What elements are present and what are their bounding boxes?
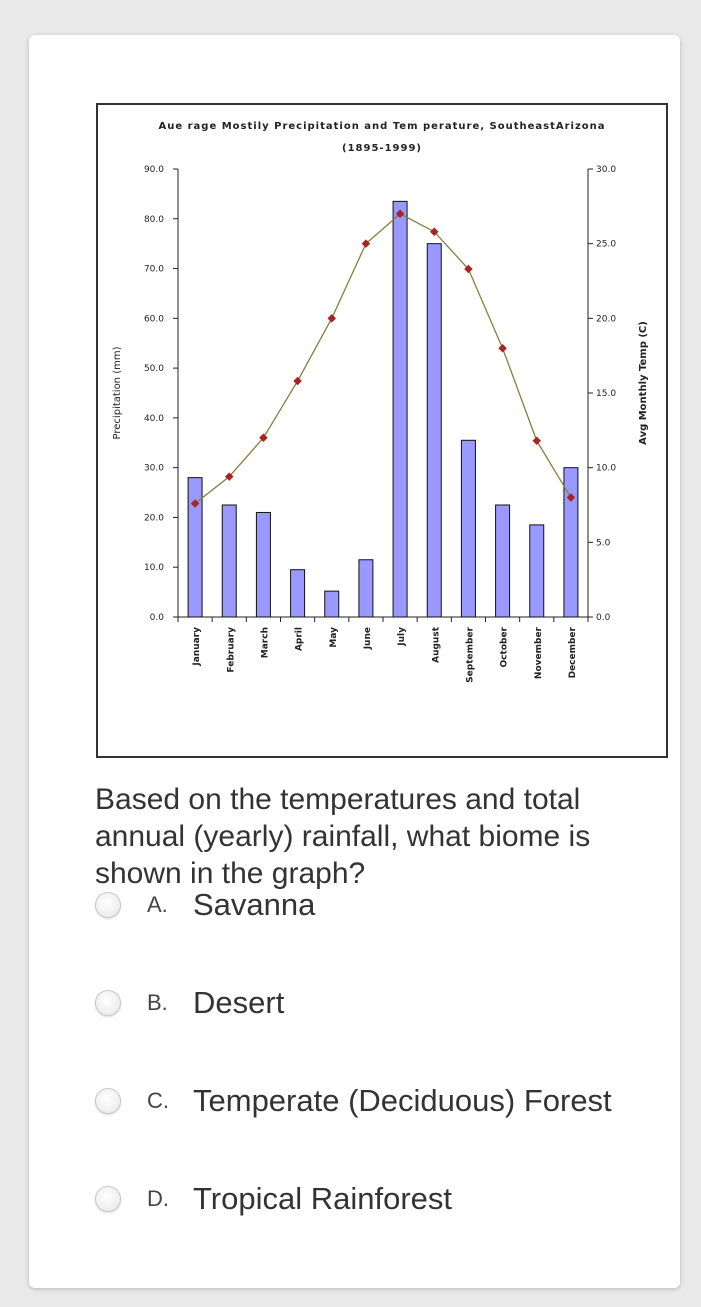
temp-point-april (293, 377, 301, 385)
y-tick-label: 10.0 (143, 563, 164, 574)
x-tick-label: April (294, 627, 305, 652)
y-axis-label: Precipitation (mm) (112, 346, 123, 440)
bar-june (359, 560, 373, 617)
y2-tick-label: 20.0 (596, 314, 617, 325)
option-b[interactable] (95, 983, 655, 1023)
bar-october (496, 505, 510, 617)
x-tick-label: November (533, 627, 544, 680)
bar-march (256, 512, 270, 617)
bar-july (393, 201, 407, 617)
option-a[interactable] (95, 885, 655, 925)
x-tick-label: August (431, 627, 442, 663)
bar-february (222, 505, 236, 617)
x-tick-label: January (192, 627, 203, 666)
bar-may (325, 591, 339, 617)
y2-tick-label: 15.0 (596, 389, 617, 399)
y-tick-label: 90.0 (143, 165, 164, 175)
x-tick-label: May (328, 627, 339, 648)
question-card (29, 35, 680, 1288)
y2-tick-label: 25.0 (596, 239, 617, 250)
y-tick-label: 20.0 (143, 513, 164, 524)
y-tick-label: 60.0 (143, 314, 164, 325)
climate-chart (96, 103, 668, 758)
bar-january (188, 478, 202, 617)
y-tick-label: 50.0 (143, 364, 164, 375)
x-tick-label: September (465, 627, 476, 683)
chart-subtitle: (1895-1999) (342, 143, 422, 154)
radio-c[interactable] (95, 1088, 121, 1114)
x-tick-label: February (226, 627, 237, 673)
option-d[interactable] (95, 1179, 655, 1219)
option-a-letter: A. (147, 892, 168, 917)
y-tick-label: 40.0 (143, 413, 164, 424)
y-tick-label: 0.0 (149, 613, 164, 623)
option-b-letter: B. (147, 990, 168, 1015)
option-c-letter: C. (147, 1088, 169, 1113)
option-c[interactable] (95, 1081, 655, 1121)
option-a-text: Savanna (193, 887, 316, 922)
x-tick-label: June (362, 627, 373, 650)
x-tick-label: March (260, 627, 271, 659)
bar-november (530, 525, 544, 617)
bar-april (291, 570, 305, 617)
x-tick-label: July (397, 627, 408, 646)
radio-a[interactable] (95, 892, 121, 918)
temp-point-october (498, 344, 506, 352)
x-tick-label: October (499, 627, 510, 668)
temp-point-may (328, 314, 336, 322)
y-tick-label: 30.0 (143, 463, 164, 474)
temp-line (195, 214, 571, 504)
option-b-text: Desert (193, 985, 285, 1020)
x-tick-label: December (567, 627, 578, 679)
option-c-text: Temperate (Deciduous) Forest (193, 1083, 612, 1118)
radio-b[interactable] (95, 990, 121, 1016)
radio-d[interactable] (95, 1186, 121, 1212)
option-d-letter: D. (147, 1186, 169, 1211)
chart-title: Aue rage Mostily Precipitation and Tem perature, SoutheastArizona (158, 121, 606, 132)
y2-tick-label: 30.0 (596, 165, 617, 175)
y2-tick-label: 5.0 (596, 538, 611, 549)
y2-tick-label: 10.0 (596, 463, 617, 474)
y-tick-label: 70.0 (143, 264, 164, 275)
option-d-text: Tropical Rainforest (193, 1181, 453, 1216)
temp-point-november (533, 437, 541, 445)
y2-axis-label: Avg Monthly Temp (C) (638, 321, 649, 445)
bar-august (427, 244, 441, 617)
bar-september (461, 440, 475, 617)
question-text: Based on the temperatures and total annual (yearly) rainfall, what biome is shown in the graph? (95, 783, 591, 890)
y2-tick-label: 0.0 (596, 613, 611, 623)
y-tick-label: 80.0 (143, 214, 164, 225)
chart-plot (98, 105, 666, 756)
